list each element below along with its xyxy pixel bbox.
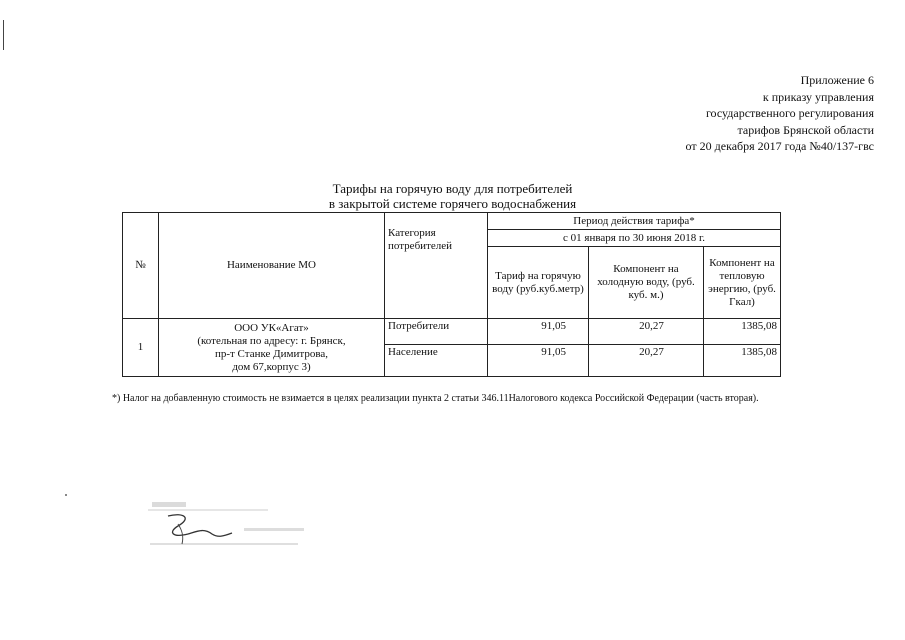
title-line: в закрытой системе горячего водоснабжения (328, 196, 577, 211)
header-heat-component: Компонент на тепловую энергию, (руб. Гкал) (704, 247, 781, 319)
org-address-line: (котельная по адресу: г. Брянск, (197, 334, 346, 347)
vat-footnote: *) Налог на добавленную стоимость не взимается в целях реализации пункта 2 статьи 346.11Налогового кодекса Российской Федерации (часть вторая). (112, 393, 759, 404)
appendix-header (686, 72, 874, 155)
header-cold-component: Компонент на холодную воду, (руб. куб. м.) (589, 247, 704, 319)
org-address-line: пр-т Станке Димитрова, (214, 347, 329, 360)
heat-cell: 1385,08 (704, 345, 781, 377)
org-cell (159, 319, 385, 377)
category-cell: Потребители (385, 319, 488, 345)
title-line: Тарифы на горячую воду для потребителей (332, 181, 573, 196)
row-number: 1 (123, 319, 159, 377)
appendix-line: Приложение 6 (800, 73, 874, 87)
appendix-line: тарифов Брянской области (737, 122, 874, 137)
header-number: № (123, 213, 159, 319)
tariff-cell: 91,05 (488, 319, 589, 345)
document-title (0, 181, 905, 211)
header-category: Категория потребителей (385, 213, 488, 319)
header-tariff: Тариф на горячую воду (руб.куб.метр) (488, 247, 589, 319)
header-period-range: с 01 января по 30 июня 2018 г. (488, 230, 781, 247)
appendix-line: к приказу управления (762, 89, 874, 104)
header-period: Период действия тарифа* (488, 213, 781, 230)
scan-speck (65, 494, 67, 496)
appendix-line: от 20 декабря 2017 года №40/137-гвс (685, 139, 874, 153)
scan-edge-mark (3, 20, 4, 50)
cold-cell: 20,27 (589, 319, 704, 345)
org-name: ООО УК«Агат» (234, 321, 309, 334)
header-mo-name: Наименование МО (159, 213, 385, 319)
heat-cell: 1385,08 (704, 319, 781, 345)
org-address-line: дом 67,корпус 3) (232, 360, 311, 373)
category-cell: Население (385, 345, 488, 377)
tariff-cell: 91,05 (488, 345, 589, 377)
signature-stamp-image (148, 500, 308, 550)
appendix-line: государственного регулирования (705, 106, 874, 120)
tariff-table (122, 212, 781, 377)
cold-cell: 20,27 (589, 345, 704, 377)
